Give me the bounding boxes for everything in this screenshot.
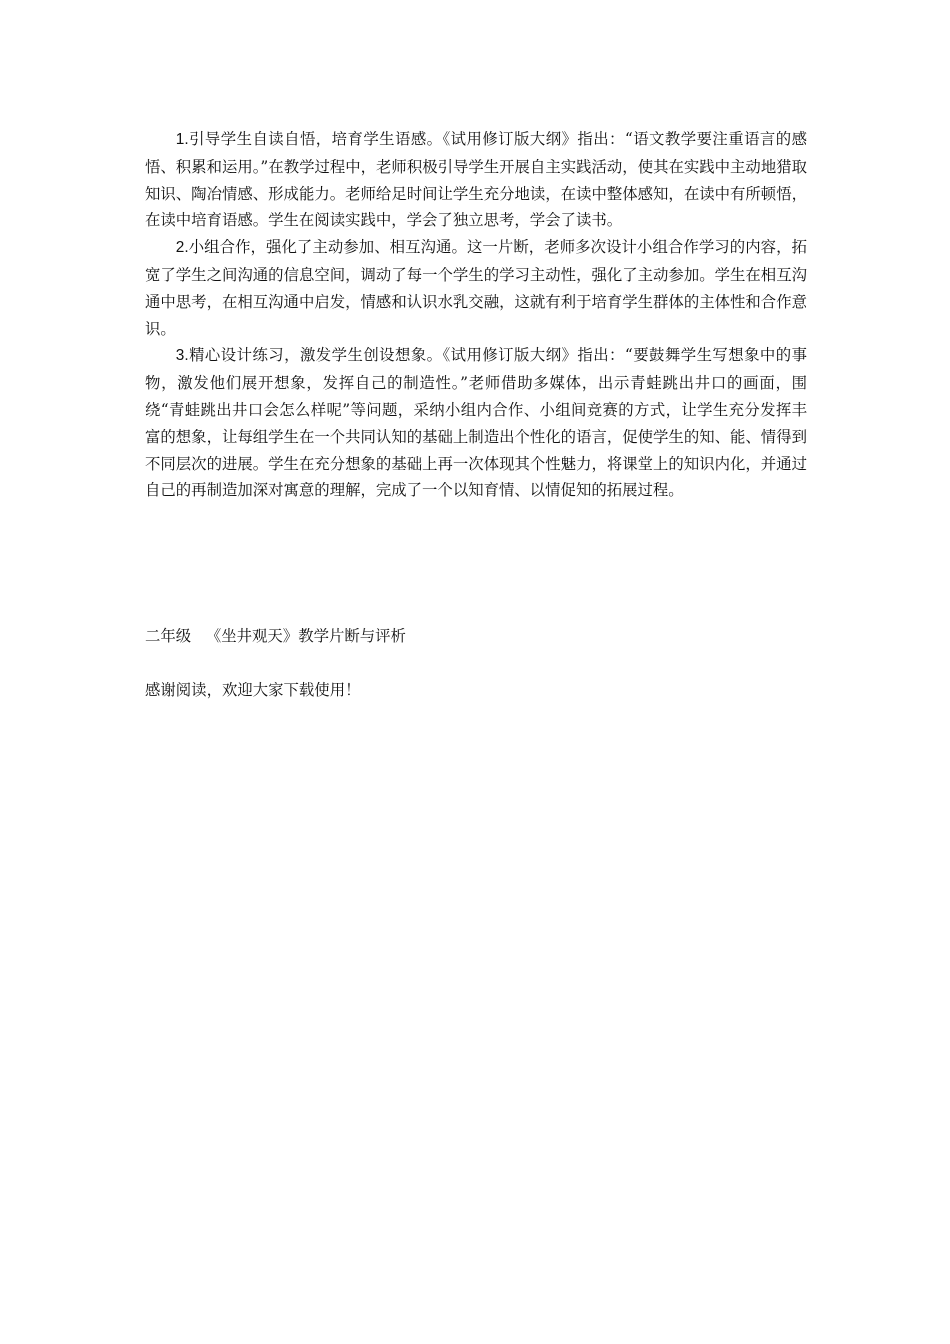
paragraph-2-number: 2. [175, 239, 189, 257]
document-title-footer: 二年级 《坐井观天》教学片断与评析 [145, 627, 406, 645]
paragraph-3 [145, 342, 807, 504]
paragraph-1-number: 1. [175, 131, 189, 148]
paragraph-2 [145, 234, 807, 342]
paragraph-2-text: 小组合作，强化了主动参加、相互沟通。这一片断，老师多次设计小组合作学习的内容，拓宽了学生之间沟通的信息空间，调动了每一个学生的学习主动性，强化了主动参加。学生在相互沟通中思考，在相互沟通中启发，情感和认识水乳交融，这就有利于培育学生群体的主体性和合作意识。 [145, 238, 807, 338]
paragraph-3-text: 精心设计练习，激发学生创设想象。《试用修订版大纲》指出：“要鼓舞学生写想象中的事物，激发他们展开想象，发挥自己的制造性。”老师借助多媒体，出示青蛙跳出井口的画面，围绕“青蛙跳出井口会怎么样呢”等问题，采纳小组内合作、小组间竞赛的方式，让学生充分发挥丰富的想象，让每组学生在一个共同认知的基础上制造出个性化的语言，促使学生的知、能、情得到不同层次的进展。学生在充分想象的基础上再一次体现其个性魅力，将课堂上的知识内化，并通过自己的再制造加深对寓意的理解，完成了一个以知育情、以情促知的拓展过程。 [145, 346, 807, 500]
document-body [145, 126, 807, 504]
paragraph-3-number: 3. [175, 347, 189, 365]
paragraph-1 [145, 126, 807, 234]
paragraph-1-text: 引导学生自读自悟，培育学生语感。《试用修订版大纲》指出：“语文教学要注重语言的感悟、积累和运用。”在教学过程中，老师积极引导学生开展自主实践活动，使其在实践中主动地猎取知识、陶冶情感、形成能力。老师给足时间让学生充分地读，在读中整体感知，在读中有所顿悟，在读中培育语感。学生在阅读实践中，学会了独立思考，学会了读书。 [145, 130, 807, 230]
thanks-note: 感谢阅读，欢迎大家下载使用！ [145, 681, 361, 699]
